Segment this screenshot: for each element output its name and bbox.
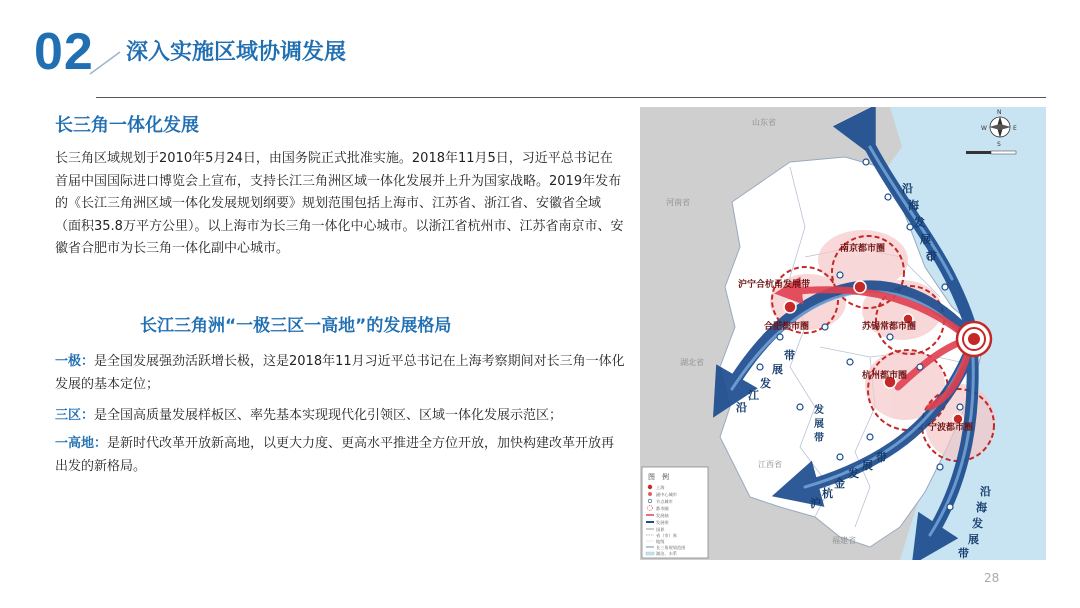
belt-label: 海 bbox=[976, 501, 987, 514]
circle-label: 南京都市圈 bbox=[840, 244, 886, 254]
svg-text:E: E bbox=[1013, 125, 1017, 132]
legend-entry: 发展带 bbox=[656, 520, 669, 525]
item-text: 是全国发展强劲活跃增长极，这是2018年11月习近平总书记在上海考察期间对长三角一体化发展的基本定位； bbox=[55, 354, 625, 392]
belt-label: 展 bbox=[862, 459, 873, 472]
belt-label: 沿 bbox=[980, 485, 991, 498]
belt-label: 沪 bbox=[810, 497, 821, 510]
legend-entry: 湖泊、水系 bbox=[656, 551, 677, 556]
circle-label: 杭州都市圈 bbox=[862, 371, 908, 381]
belt-label: 发 bbox=[814, 405, 824, 416]
title-slash-decoration bbox=[88, 50, 122, 76]
belt-label: 沿 bbox=[736, 401, 747, 414]
belt-label: 带 bbox=[814, 433, 824, 444]
header-divider bbox=[96, 97, 1046, 98]
map-legend bbox=[642, 467, 708, 558]
legend-entry: 上海 bbox=[656, 485, 665, 490]
legend-entry: 节点城市 bbox=[656, 499, 673, 504]
belt-label: 金 bbox=[834, 477, 845, 490]
section-number: 02 bbox=[34, 23, 94, 81]
belt-label: 带 bbox=[958, 547, 969, 560]
belt-label: 展 bbox=[772, 363, 783, 376]
shanghai-center bbox=[957, 322, 991, 356]
province-label: 河南省 bbox=[666, 198, 690, 207]
svg-text:W: W bbox=[981, 125, 987, 132]
belt-label: 江 bbox=[748, 389, 759, 402]
item-key: 一极： bbox=[55, 354, 95, 369]
yangtze-delta-map bbox=[640, 107, 1046, 560]
province-label: 江西省 bbox=[758, 460, 782, 469]
province-label: 山东省 bbox=[752, 118, 776, 127]
section1-heading: 长三角一体化发展 bbox=[55, 115, 199, 136]
item-key: 一高地： bbox=[55, 436, 108, 451]
belt-label: 发 bbox=[914, 216, 925, 229]
legend-entry: 都市圈 bbox=[656, 506, 669, 511]
belt-label: 发 bbox=[972, 517, 983, 530]
belt-label: 杭 bbox=[822, 487, 833, 500]
legend-entry: 长三角规划范围 bbox=[656, 545, 686, 550]
svg-text:S: S bbox=[997, 141, 1001, 148]
item-key: 三区： bbox=[55, 408, 95, 423]
list-item bbox=[55, 350, 625, 396]
circle-label: 宁波都市圈 bbox=[928, 423, 974, 433]
belt-label: 展 bbox=[968, 533, 979, 546]
svg-text:N: N bbox=[997, 109, 1002, 116]
legend-entry: 省（市）界 bbox=[656, 533, 677, 538]
belt-label: 展 bbox=[920, 233, 931, 246]
circle-label: 苏锡常都市圈 bbox=[862, 322, 917, 332]
scale-bar bbox=[966, 151, 1016, 154]
belt-label: 海 bbox=[908, 199, 919, 212]
belt-label: 发 bbox=[848, 467, 859, 480]
province-label: 湖北省 bbox=[680, 358, 704, 367]
province-label: 福建省 bbox=[832, 536, 856, 545]
belt-label: 沿 bbox=[902, 182, 913, 195]
belt-label: 发 bbox=[760, 377, 771, 390]
legend-title: 图 例 bbox=[648, 473, 669, 481]
circle-label: 合肥都市圈 bbox=[764, 322, 810, 332]
list-item bbox=[55, 432, 625, 478]
item-text: 是全国高质量发展样板区、率先基本实现现代化引领区、区域一体化发展示范区； bbox=[94, 408, 563, 423]
belt-label: 带 bbox=[926, 250, 937, 263]
section2-heading: 长江三角洲“一极三区一高地”的发展格局 bbox=[140, 316, 452, 336]
section1-paragraph: 长三角区域规划于2010年5月24日，由国务院正式批准实施。2018年11月5日，习近平总书记在首届中国国际进口博览会上宣布，支持长江三角洲区域一体化发展并上升为国家战略。2019年发布的《长江三角洲区域一体化发展规划纲要》规划范围包括上海市、江苏省、浙江省、安徽省全域（面积35.8万平方公里）。以上海市为长三角一体化中心城市。以浙江省杭州市、江苏省南京市、安徽省合肥市为长三角一体化副中心城市。 bbox=[55, 151, 624, 256]
legend-entry: 副中心城市 bbox=[656, 492, 677, 497]
legend-entry: 地级 bbox=[656, 539, 665, 544]
list-item bbox=[55, 404, 625, 427]
belt-label: 带 bbox=[784, 349, 795, 362]
belt-label: 带 bbox=[876, 451, 887, 464]
page-number: 28 bbox=[984, 571, 1000, 585]
circle-label: 沪宁合杭甬发展带 bbox=[738, 280, 811, 290]
page-title: 深入实施区域协调发展 bbox=[126, 40, 347, 65]
item-text: 是新时代改革开放新高地，以更大力度、更高水平推进全方位开放，加快构建改革开放再出发的新格局。 bbox=[55, 436, 615, 474]
legend-entry: 发展轴 bbox=[656, 513, 669, 518]
belt-label: 展 bbox=[814, 419, 824, 430]
legend-entry: 国界 bbox=[656, 527, 665, 532]
